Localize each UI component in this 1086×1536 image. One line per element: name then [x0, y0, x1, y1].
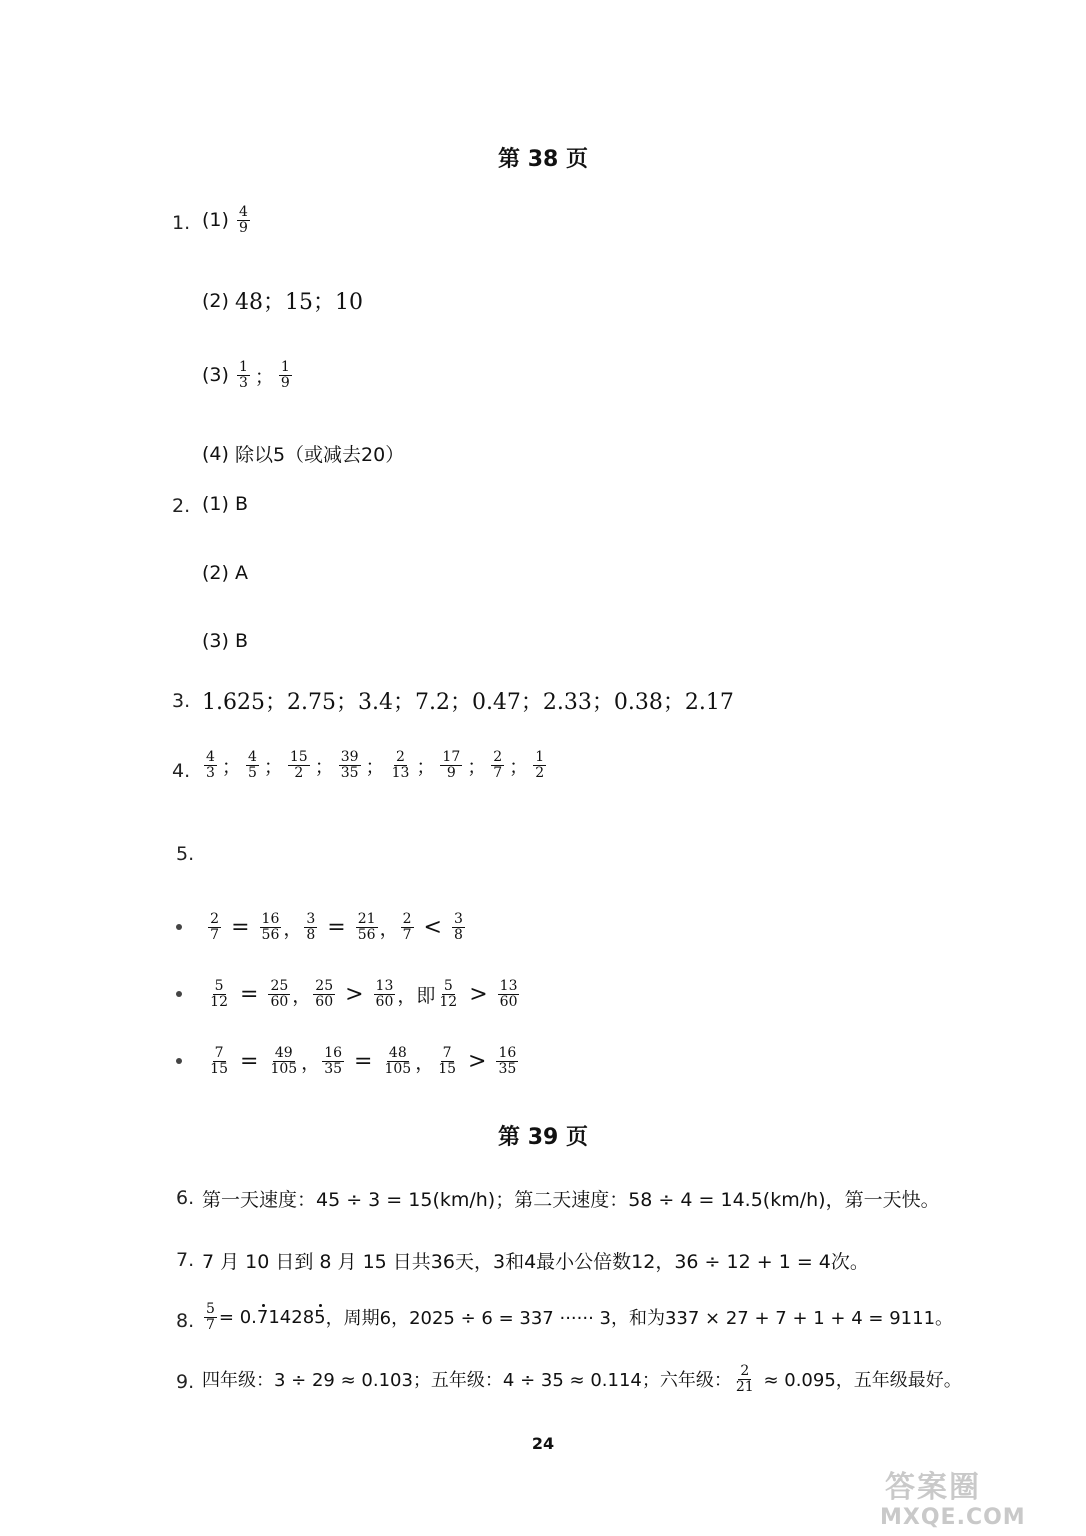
q4-number: 4.	[172, 760, 191, 782]
fraction: $\frac{2}{13}$	[391, 749, 410, 781]
fraction: $\frac{1}{3}$	[238, 359, 248, 391]
q7-answer: 7 月 10 日到 8 月 15 日共36天，3和4最小公倍数12，36 ÷ 12 + 1 = 4次。	[202, 1251, 869, 1273]
fraction: $\frac{39}{35}$	[340, 749, 359, 781]
fraction: $\frac{7}{15}$	[210, 1045, 228, 1077]
q1-answer-1	[202, 205, 252, 235]
q2-number: 2.	[172, 495, 191, 517]
bullet-icon	[176, 924, 182, 930]
fraction: $\frac{2}{21}$	[735, 1363, 754, 1395]
bullet-icon	[176, 991, 182, 997]
fraction: $\frac{49}{105}$	[270, 1045, 298, 1077]
fraction: $\frac{1}{9}$	[280, 359, 290, 391]
q9-number: 9.	[176, 1371, 195, 1393]
q1-number: 1.	[172, 212, 191, 234]
q1-a2-label: (2)	[202, 289, 229, 312]
watermark-logo: 答案圈	[885, 1470, 981, 1505]
q1-a2-text: 48；15；10	[234, 290, 363, 315]
fraction: $\frac{16}{56}$	[261, 911, 280, 943]
page-number: 24	[531, 1434, 555, 1453]
watermark-url: MXQE.COM	[880, 1505, 1026, 1530]
fraction: $\frac{2}{7}$	[402, 911, 412, 943]
q6-answer: 第一天速度：45 ÷ 3 = 15(km/h)；第二天速度：58 ÷ 4 = 14.5(km/h)，第一天快。	[202, 1189, 940, 1211]
q5-bullet-2: $\frac{5}{12}$ = $\frac{25}{60}$ ， $\frac{25}{60}$ > $\frac{13}{60}$ ，即 $\frac{5}{12}$ > $\frac{13}{60}$	[176, 979, 521, 1009]
fraction: $\frac{4}{5}$	[247, 749, 257, 781]
q5-bullet-3: $\frac{7}{15}$ = $\frac{49}{105}$ ， $\frac{16}{35}$ = $\frac{48}{105}$ ， $\frac{7}{15}$ > $\frac{16}{35}$	[176, 1046, 520, 1076]
fraction: $\frac{3}{8}$	[453, 911, 463, 943]
q4-answer: $\frac{4}{3}$ ； $\frac{4}{5}$ ； $\frac{15}{2}$ ； $\frac{39}{35}$ ； $\frac{2}{13}$ ； $\frac{17}{9}$ ； $\frac{2}{7}$ ； $\frac{1}{2}$	[206, 749, 545, 781]
fraction: $\frac{5}{12}$	[439, 978, 458, 1010]
q9-answer: 四年级：3 ÷ 29 ≈ 0.103；五年级：4 ÷ 35 ≈ 0.114；六年级： $\frac{2}{21}$ ≈ 0.095，五年级最好。	[202, 1363, 962, 1395]
fraction: $\frac{1}{2}$	[535, 749, 545, 781]
page-38-title: 第 38 页	[498, 147, 588, 172]
bullet-icon	[176, 1058, 182, 1064]
q1-answer-3: (3) $\frac{1}{3}$ ； $\frac{1}{9}$	[202, 359, 290, 391]
fraction: $\frac{48}{105}$	[384, 1045, 412, 1077]
q8-answer: $\frac{5}{7}$ = 0. 7 1428 5 ，周期6，2025 ÷ 6 = 337 ······ 3，和为337 × 27 + 7 + 1 + 4 = 9111。	[206, 1301, 954, 1333]
fraction: $\frac{25}{60}$	[315, 978, 334, 1010]
q1-answer-4	[202, 440, 404, 467]
q7-number: 7.	[176, 1249, 195, 1271]
q5-number: 5.	[176, 843, 195, 865]
fraction: $\frac{13}{60}$	[499, 978, 518, 1010]
fraction: $\frac{3}{8}$	[306, 911, 316, 943]
q1-a4-text: 除以5（或减去20）	[234, 444, 405, 466]
fraction: $\frac{15}{2}$	[289, 749, 308, 781]
q1-a3-label: (3)	[202, 364, 229, 387]
fraction: $\frac{7}{15}$	[438, 1045, 457, 1077]
q5-bullet-1: $\frac{2}{7}$ = $\frac{16}{56}$ ， $\frac{3}{8}$ = $\frac{21}{56}$ ， $\frac{2}{7}$ < $\frac{3}{8}$	[176, 912, 467, 942]
fraction: $\frac{25}{60}$	[270, 978, 289, 1010]
fraction: $\frac{2}{7}$	[493, 749, 503, 781]
q1-answer-2	[202, 285, 363, 316]
fraction: $\frac{13}{60}$	[375, 978, 394, 1010]
fraction: $\frac{5}{12}$	[210, 978, 228, 1010]
fraction: $\frac{16}{35}$	[498, 1045, 517, 1077]
fraction: $\frac{4}{3}$	[206, 749, 215, 781]
fraction: $\frac{17}{9}$	[442, 749, 461, 781]
fraction: $\frac{21}{56}$	[357, 911, 376, 943]
fraction: $\frac{2}{7}$	[210, 911, 220, 943]
q2-answer-1: (1) B	[202, 493, 248, 515]
q8-number: 8.	[176, 1310, 195, 1332]
q3-number: 3.	[172, 690, 191, 712]
fraction: $\frac{4}{9}$	[238, 204, 248, 236]
page-39-title: 第 39 页	[498, 1125, 588, 1150]
repeating-digit-end: 5	[314, 1306, 326, 1328]
q1-a4-label: (4)	[202, 442, 229, 465]
fraction: $\frac{16}{35}$	[324, 1045, 343, 1077]
q2-answer-2: (2) A	[202, 562, 248, 584]
q2-answer-3: (3) B	[202, 630, 248, 652]
q3-answer: 1.625；2.75；3.4；7.2；0.47；2.33；0.38；2.17	[202, 690, 734, 715]
fraction: $\frac{5}{7}$	[206, 1301, 215, 1333]
q1-a1-label: (1)	[202, 209, 229, 232]
q6-number: 6.	[176, 1187, 195, 1209]
repeating-digit-start: 7	[256, 1306, 269, 1328]
